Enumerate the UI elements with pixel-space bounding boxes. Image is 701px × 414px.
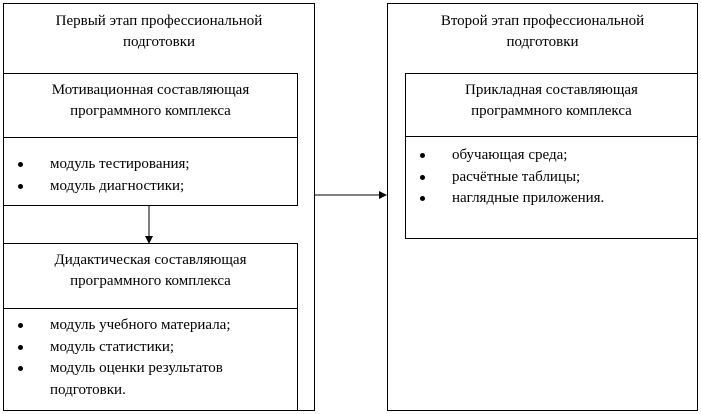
list-item: модуль оценки результатов подготовки. xyxy=(14,358,284,401)
didactic-title: Дидактическая составляющая программного комплекса xyxy=(54,252,247,289)
list-item: модуль статистики; xyxy=(14,337,284,359)
applied-title: Прикладная составляющая программного комплекса xyxy=(465,82,638,119)
arrow-down-motivational-to-didactic xyxy=(145,206,153,244)
list-item: расчётные таблицы; xyxy=(416,167,604,189)
stage1-title: Первый этап профессиональной подготовки xyxy=(55,13,263,50)
arrow-right-stage1-to-stage2 xyxy=(315,191,387,199)
list-item: наглядные приложения. xyxy=(416,188,604,210)
list-item: модуль учебного материала; xyxy=(14,315,284,337)
list-item: модуль диагностики; xyxy=(14,176,190,198)
list-item: обучающая среда; xyxy=(416,145,604,167)
list-item: модуль тестирования; xyxy=(14,154,190,176)
stage2-title: Второй этап профессиональной подготовки xyxy=(440,13,645,50)
motivational-title: Мотивационная составляющая программного комплекса xyxy=(51,82,250,119)
